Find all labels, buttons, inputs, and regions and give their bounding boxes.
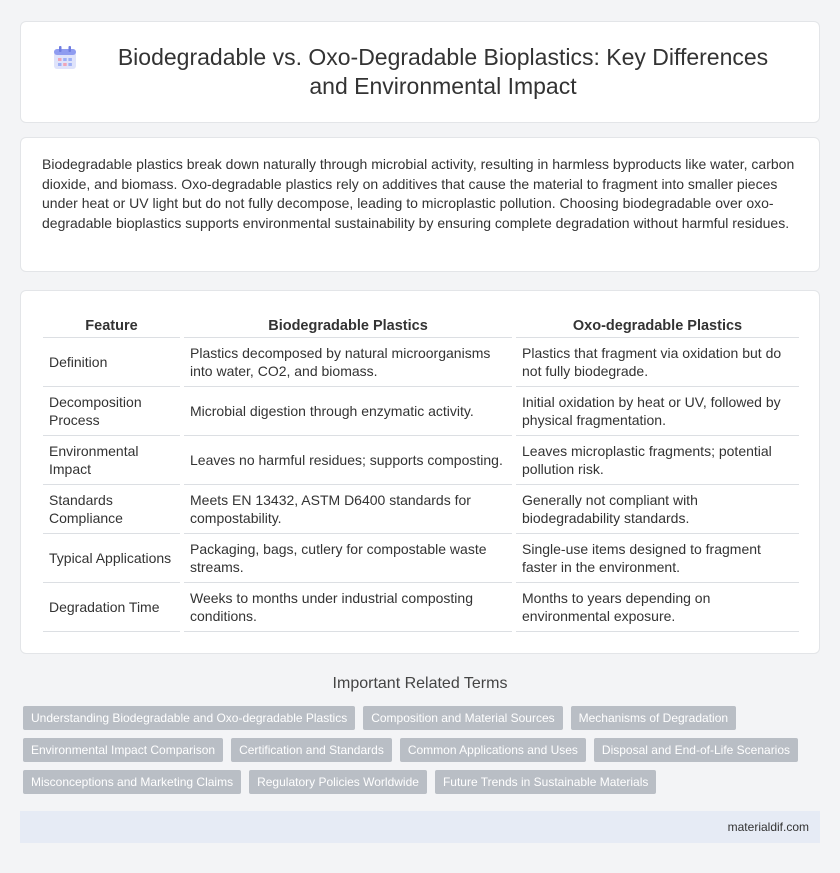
related-term-tag[interactable]: Regulatory Policies Worldwide: [249, 770, 427, 794]
row-biodegradable: Microbial digestion through enzymatic activity.: [182, 386, 514, 435]
footer: [20, 811, 820, 843]
row-feature: Degradation Time: [43, 582, 182, 631]
row-oxo-degradable: Plastics that fragment via oxidation but do not fully biodegrade.: [514, 337, 799, 386]
row-biodegradable: Leaves no harmful residues; supports composting.: [182, 435, 514, 484]
row-biodegradable: Packaging, bags, cutlery for compostable waste streams.: [182, 533, 514, 582]
related-terms-list: [23, 706, 813, 794]
row-feature: Definition: [43, 337, 182, 386]
related-terms-heading: Important Related Terms: [332, 675, 508, 692]
related-term-tag[interactable]: Understanding Biodegradable and Oxo-degradable Plastics: [23, 706, 355, 730]
related-term-tag[interactable]: Composition and Material Sources: [363, 706, 562, 730]
row-oxo-degradable: Initial oxidation by heat or UV, followed by physical fragmentation.: [514, 386, 799, 435]
row-biodegradable: Plastics decomposed by natural microorganisms into water, CO2, and biomass.: [182, 337, 514, 386]
related-term-tag[interactable]: Disposal and End-of-Life Scenarios: [594, 738, 798, 762]
related-term-tag[interactable]: Environmental Impact Comparison: [23, 738, 223, 762]
row-feature: Standards Compliance: [43, 484, 182, 533]
row-feature: Decomposition Process: [43, 386, 182, 435]
footer-site-link[interactable]: materialdif.com: [727, 820, 809, 834]
row-oxo-degradable: Months to years depending on environmental exposure.: [514, 582, 799, 631]
table-row: [43, 337, 799, 386]
calendar-icon: [51, 44, 79, 72]
related-term-tag[interactable]: Common Applications and Uses: [400, 738, 586, 762]
row-biodegradable: Meets EN 13432, ASTM D6400 standards for compostability.: [182, 484, 514, 533]
table-row: [43, 582, 799, 631]
table-row: [43, 533, 799, 582]
header-biodegradable: Biodegradable Plastics: [182, 315, 514, 337]
related-term-tag[interactable]: Mechanisms of Degradation: [571, 706, 736, 730]
page-title: Biodegradable vs. Oxo-Degradable Bioplastics: Key Differences and Environmental Impact: [117, 44, 769, 99]
related-term-tag[interactable]: Misconceptions and Marketing Claims: [23, 770, 241, 794]
table-row: [43, 435, 799, 484]
row-feature: Typical Applications: [43, 533, 182, 582]
related-term-tag[interactable]: Certification and Standards: [231, 738, 392, 762]
row-oxo-degradable: Generally not compliant with biodegradability standards.: [514, 484, 799, 533]
intro-card: [20, 137, 820, 272]
comparison-table: [43, 315, 799, 632]
table-row: [43, 484, 799, 533]
related-term-tag[interactable]: Future Trends in Sustainable Materials: [435, 770, 656, 794]
row-oxo-degradable: Single-use items designed to fragment faster in the environment.: [514, 533, 799, 582]
title-card: [20, 21, 820, 123]
header-feature: Feature: [43, 315, 182, 337]
table-header-row: [43, 315, 799, 337]
intro-paragraph: Biodegradable plastics break down naturally through microbial activity, resulting in harmless byproducts like water, carbon dioxide, and biomass. Oxo-degradable plastics rely on additives that cause the material to fragment into smaller pieces under heat or UV light but do not fully decompose, leading to microplastic pollution. Choosing biodegradable over oxo-degradable bioplastics supports environmental sustainability by ensuring complete degradation without harmful residues.: [42, 156, 795, 231]
row-feature: Environmental Impact: [43, 435, 182, 484]
table-row: [43, 386, 799, 435]
comparison-card: [20, 290, 820, 654]
row-biodegradable: Weeks to months under industrial composting conditions.: [182, 582, 514, 631]
row-oxo-degradable: Leaves microplastic fragments; potential pollution risk.: [514, 435, 799, 484]
header-oxo-degradable: Oxo-degradable Plastics: [514, 315, 799, 337]
